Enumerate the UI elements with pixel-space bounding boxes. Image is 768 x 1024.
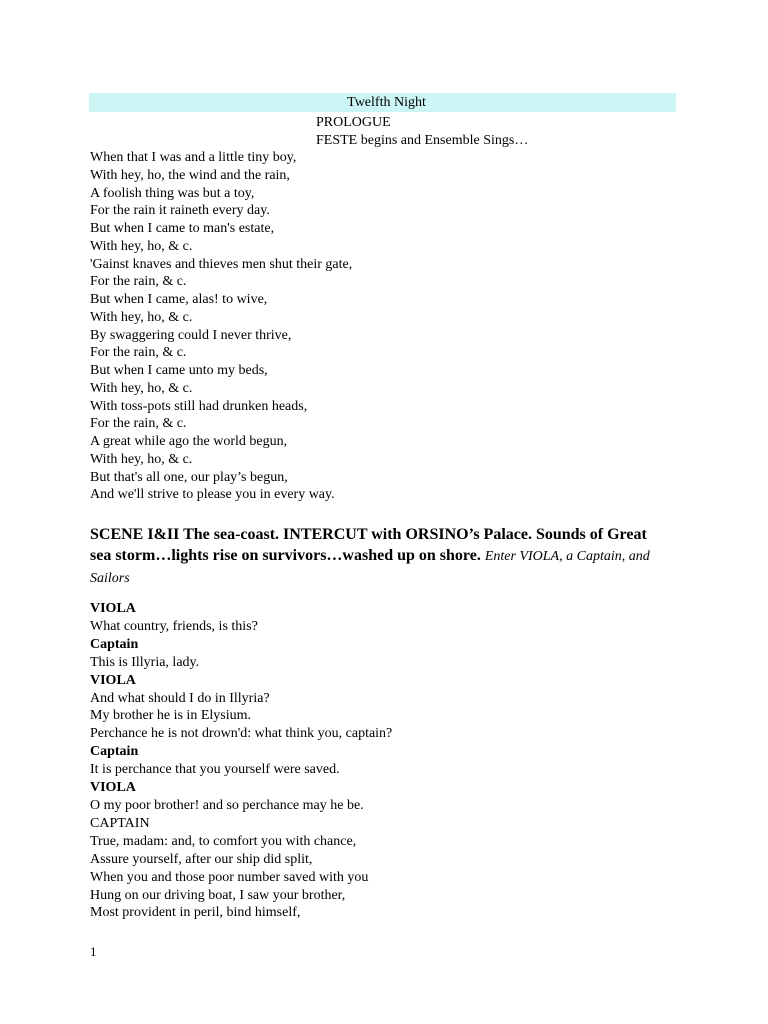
prologue-block <box>316 114 528 150</box>
prologue-heading: PROLOGUE <box>316 115 391 130</box>
dialogue-line: True, madam: and, to comfort you with chance, <box>90 833 357 849</box>
lyric-line: With hey, ho, & c. <box>90 451 193 467</box>
lyric-line: And we'll strive to please you in every way. <box>90 487 335 503</box>
speaker-name: VIOLA <box>90 601 136 616</box>
feste-intro: FESTE begins and Ensemble Sings… <box>316 133 529 148</box>
lyric-line: For the rain, & c. <box>90 416 187 432</box>
dialogue-line: Perchance he is not drown'd: what think you, captain? <box>90 726 393 742</box>
dialogue-line: My brother he is in Elysium. <box>90 708 251 724</box>
speaker-name: Captain <box>90 636 139 652</box>
dialogue-line: It is perchance that you yourself were saved. <box>90 762 340 778</box>
lyric-line: 'Gainst knaves and thieves men shut their gate, <box>90 256 353 272</box>
lyric-line: When that I was and a little tiny boy, <box>90 150 297 165</box>
document-title: Twelfth Night <box>347 95 426 110</box>
lyric-line: A great while ago the world begun, <box>90 434 288 449</box>
lyric-line: For the rain, & c. <box>90 345 187 361</box>
lyric-line: But when I came to man's estate, <box>90 221 275 236</box>
lyric-line: For the rain it raineth every day. <box>90 203 270 219</box>
title-highlight-bar <box>89 93 676 112</box>
lyric-line: A foolish thing was but a toy, <box>90 185 255 201</box>
dialogue-line: And what should I do in Illyria? <box>90 690 270 706</box>
lyric-line: With hey, ho, & c. <box>90 380 193 396</box>
dialogue-block <box>90 600 392 922</box>
lyric-line: With toss-pots still had drunken heads, <box>90 398 308 414</box>
lyric-line: With hey, ho, the wind and the rain, <box>90 167 290 183</box>
song-lyrics <box>90 149 352 504</box>
lyric-line: But when I came, alas! to wive, <box>90 292 268 307</box>
scene-heading-text: SCENE I&II The sea-coast. INTERCUT with ORSINO’s Palace. Sounds of Great sea storm…lights rise on survivors…washed up on shore. <box>90 526 647 564</box>
page-number: 1 <box>90 944 97 959</box>
dialogue-line: Assure yourself, after our ship did split, <box>90 851 313 867</box>
lyric-line: With hey, ho, & c. <box>90 238 193 254</box>
lyric-line: By swaggering could I never thrive, <box>90 327 292 343</box>
dialogue-line: When you and those poor number saved with you <box>90 869 369 885</box>
speaker-name: Captain <box>90 744 139 760</box>
dialogue-line: Hung on our driving boat, I saw your brother, <box>90 887 346 903</box>
lyric-line: For the rain, & c. <box>90 274 187 290</box>
dialogue-line: This is Illyria, lady. <box>90 654 200 670</box>
scene-heading <box>90 524 670 589</box>
lyric-line: But that's all one, our play’s begun, <box>90 469 288 485</box>
dialogue-line: Most provident in peril, bind himself, <box>90 905 301 921</box>
stage-direction: Enter VIOLA, a Captain, and Sailors <box>90 549 650 586</box>
speaker-name: VIOLA <box>90 780 136 796</box>
lyric-line: With hey, ho, & c. <box>90 309 193 325</box>
dialogue-line: O my poor brother! and so perchance may he be. <box>90 797 364 813</box>
speaker-name: CAPTAIN <box>90 815 150 831</box>
dialogue-line: What country, friends, is this? <box>90 618 258 634</box>
speaker-name: VIOLA <box>90 672 136 688</box>
lyric-line: But when I came unto my beds, <box>90 363 268 378</box>
